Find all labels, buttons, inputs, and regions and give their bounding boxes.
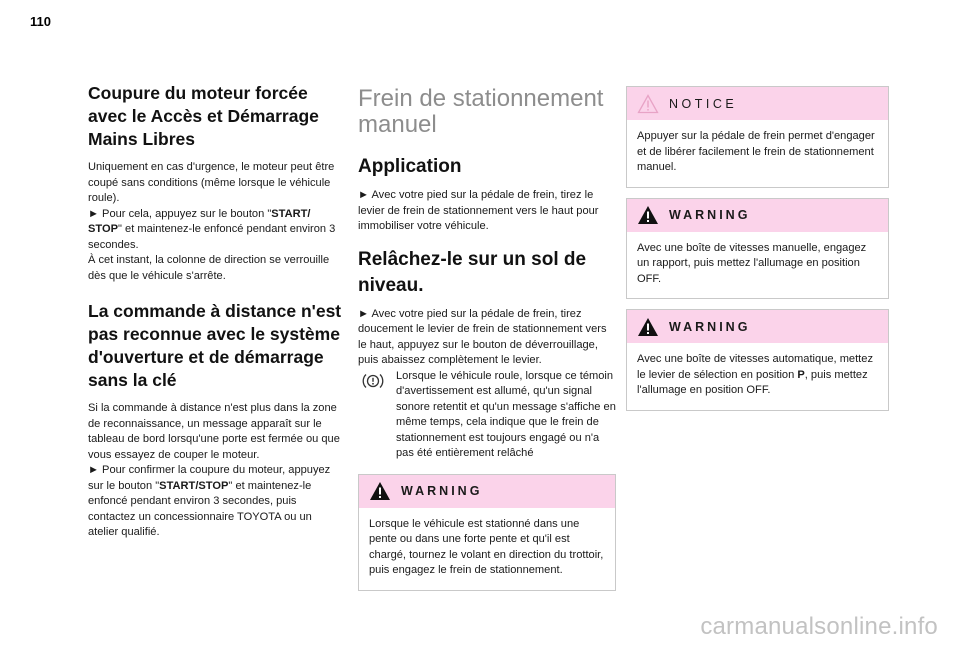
warning-title: WARNING [669,208,751,222]
warning-box-automatic [626,309,889,411]
paragraph-confirm-stop: ► Pour confirmer la coupure du moteur, appuyez sur le bouton "START/STOP" et maintenez-le enfoncé pendant environ 3 secondes, puis contactez un concessionnaire TOYOTA ou un atelier qualifié. [88,464,331,538]
paragraph-emergency: Uniquement en cas d'urgence, le moteur peut être coupé sans conditions (même lorsque le véhicule roule). [88,161,335,204]
brake-warning-icon [362,371,384,391]
heading-forced-engine-stop: Coupure du moteur forcée avec le Accès et Démarrage Mains Libres [88,83,319,149]
info-brake-warning [358,369,616,462]
paragraph-release-brake: ► Avec votre pied sur la pédale de frein, tirez doucement le levier de frein de stationnement vers le haut, appuyez sur le bouton de déverrouillage, puis abaissez complètement le levier. [358,307,607,366]
heading-remote-not-recognized: La commande à distance n'est pas reconnue avec le système d'ouverture et de démarrage sans la clé [88,301,342,390]
paragraph-apply-brake: ► Avec votre pied sur la pédale de frein, tirez le levier de frein de stationnement vers le haut pour immobiliser votre véhicule. [358,189,599,232]
start-stop-label: START/STOP [159,479,229,492]
column-left [88,82,344,541]
warning-box-slope [358,474,616,591]
column-right [626,82,889,411]
warning-text: Avec une boîte de vitesses automatique, mettez le levier de sélection en position P, puis mettez l'allumage en position OFF. [637,353,873,396]
paragraph-remote-zone: Si la commande à distance n'est plus dans la zone de reconnaissance, un message apparaît sur le tableau de bord lorsqu'une porte est fermée ou que vous essayez de couper le moteur. [88,402,340,461]
warning-triangle-icon [637,205,659,225]
warning-triangle-icon [637,317,659,337]
warning-title: WARNING [401,484,483,498]
warning-box-header [627,199,888,232]
warning-text: Avec une boîte de vitesses manuelle, engagez un rapport, puis mettez l'allumage en position OFF. [637,241,867,285]
subheading-application: Application [358,156,462,177]
warning-box-header [359,475,615,508]
notice-title: NOTICE [669,96,738,111]
warning-title: WARNING [669,319,751,334]
notice-text: Appuyer sur la pédale de frein permet d'engager et de libérer facilement le frein de stationnement manuel. [637,130,875,173]
warning-triangle-icon [369,481,391,501]
paragraph-steering-lock: À cet instant, la colonne de direction se verrouille dès que le véhicule s'arrête. [88,254,330,282]
page-number: 110 [30,14,51,29]
warning-text: Lorsque le véhicule est stationné dans une pente ou dans une forte pente et qu'il est chargé, tournez le volant en direction du trottoir, puis engagez le frein de stationnement. [369,517,604,576]
paragraph-start-stop: ► Pour cela, appuyez sur le bouton "START/ STOP" et maintenez-le enfoncé pendant environ 3 secondes. [88,207,336,251]
section-title-parking-brake: Frein de stationnement manuel [358,85,604,138]
notice-box [626,86,889,188]
subheading-release: Relâchez-le sur un sol de niveau. [358,248,587,296]
watermark: carmanualsonline.info [700,613,938,640]
start-stop-label: START/ STOP [88,207,311,235]
warning-box-manual [626,198,889,300]
gear-position-p: P [797,368,805,381]
column-middle [358,82,616,591]
info-text: Lorsque le véhicule roule, lorsque ce témoin d'avertissement est allumé, qu'un signal sonore retentit et qu'un message s'affiche en même temps, cela indique que le frein de stationnement est toujours engagé ou n'a pas été entièrement relâché [396,369,616,459]
notice-triangle-icon [637,94,659,114]
notice-box-header [627,87,888,120]
warning-box-header [627,310,888,343]
